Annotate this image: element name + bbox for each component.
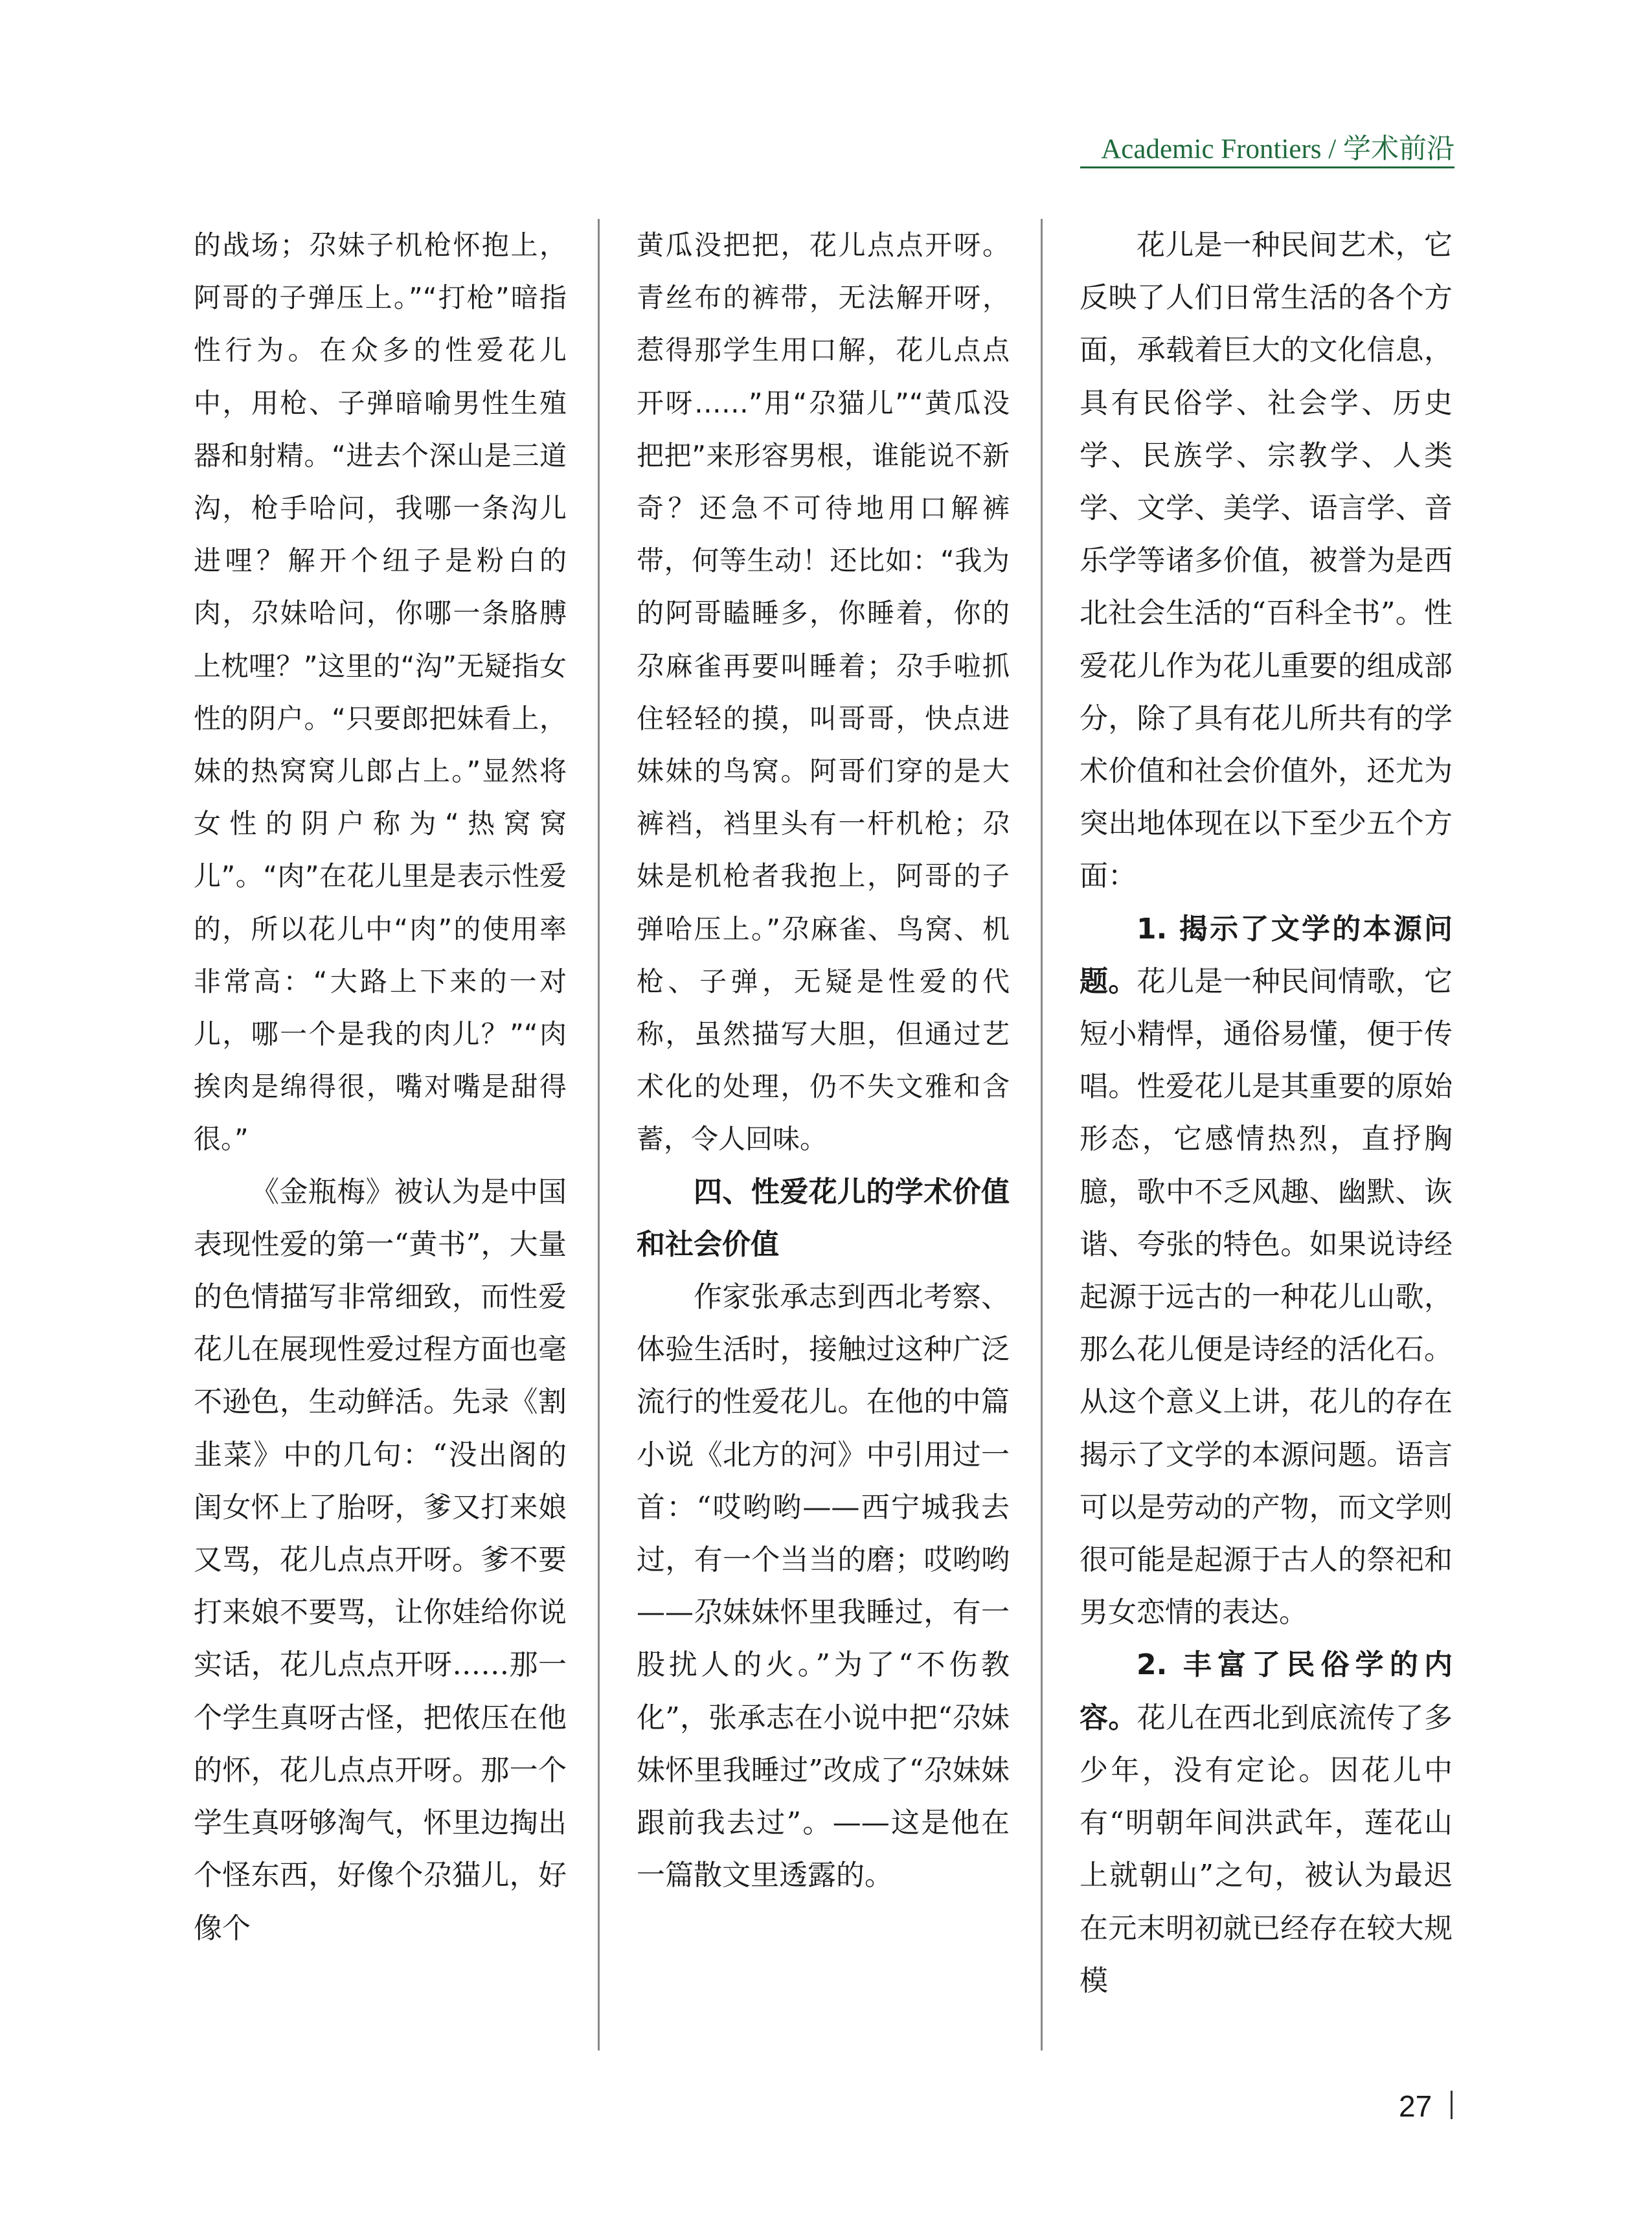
- paragraph: 花儿是一种民间艺术，它反映了人们日常生活的各个方面，承载着巨大的文化信息，具有民俗学、社会学、历史学、民族学、宗教学、人类学、文学、美学、语言学、音乐学等诸多价值，被誉为是西北社会生活的“百科全书”。性爱花儿作为花儿重要的组成部分，除了具有花儿所共有的学术价值和社会价值外，还尤为突出地体现在以下至少五个方面：: [1080, 229, 1453, 893]
- header-rule: [1080, 166, 1454, 168]
- column-divider: [598, 219, 600, 2050]
- section-heading: 四、性爱花儿的学术价值和社会价值: [637, 1175, 1010, 1261]
- column-2: [637, 219, 1010, 2050]
- column-1: [194, 219, 567, 2050]
- paragraph-text: 花儿在西北到底流传了多少年，没有定论。因花儿中有“明朝年间洪武年，莲花山上就朝山”之句，被认为最迟在元末明初就已经存在较大规模: [1080, 1701, 1453, 1997]
- paragraph-text: 花儿是一种民间情歌，它短小精悍，通俗易懂，便于传唱。性爱花儿是其重要的原始形态，它感情热烈，直抒胸臆，歌中不乏风趣、幽默、诙谐、夸张的特色。如果说诗经起源于远古的一种花儿山歌，那么花儿便是诗经的活化石。从这个意义上讲，花儿的存在揭示了文学的本源问题。语言可以是劳动的产物，而文学则很可能是起源于古人的祭祀和男女恋情的表达。: [1080, 964, 1453, 1630]
- paragraph: 《金瓶梅》被认为是中国表现性爱的第一“黄书”，大量的色情描写非常细致，而性爱花儿在展现性爱过程方面也毫不逊色，生动鲜活。先录《割韭菜》中的几句：“没出阁的闺女怀上了胎呀，爹又打来娘又骂，花儿点点开呀。爹不要打来娘不要骂，让你娃给你说实话，花儿点点开呀……那一个学生真呀古怪，把侬压在他的怀，花儿点点开呀。那一个学生真呀够淘气，怀里边掏出个怪东西，好像个尕猫儿，好像个: [194, 1175, 567, 1945]
- footer-rule: [1451, 2091, 1453, 2119]
- column-divider: [1041, 219, 1043, 2050]
- paragraph: 的战场；尕妹子机枪怀抱上，阿哥的子弹压上。”“打枪”暗指性行为。在众多的性爱花儿中，用枪、子弹暗喻男性生殖器和射精。“进去个深山是三道沟，枪手哈问，我哪一条沟儿进哩？解开个纽子是粉白的肉，尕妹哈问，你哪一条胳膊上枕哩？”这里的“沟”无疑指女性的阴户。“只要郎把妹看上，妹的热窝窝儿郎占上。”显然将女性的阴户称为“热窝窝儿”。“肉”在花儿里是表示性爱的，所以花儿中“肉”的使用率非常高：“大路上下来的一对儿，哪一个是我的肉儿？”“肉挨肉是绵得很，嘴对嘴是甜得很。”: [194, 229, 567, 1155]
- page-number: 27: [1399, 2089, 1432, 2123]
- subheading: 1. 揭示了文学的本源问题。: [1080, 912, 1453, 998]
- paragraph: [1080, 903, 1453, 1639]
- paragraph: [1080, 1639, 1453, 2006]
- column-3: [1080, 219, 1453, 2050]
- paragraph: 作家张承志到西北考察、体验生活时，接触过这种广泛流行的性爱花儿。在他的中篇小说《北方的河》中引用过一首：“哎哟哟——西宁城我去过，有一个当当的磨；哎哟哟——尕妹妹怀里我睡过，有一股扰人的火。”为了“不伤教化”，张承志在小说中把“尕妹妹怀里我睡过”改成了“尕妹妹跟前我去过”。——这是他在一篇散文里透露的。: [637, 1280, 1010, 1892]
- paragraph: 黄瓜没把把，花儿点点开呀。青丝布的裤带，无法解开呀，惹得那学生用口解，花儿点点开呀……”用“尕猫儿”“黄瓜没把把”来形容男根，谁能说不新奇？还急不可待地用口解裤带，何等生动！还比如：“我为的阿哥瞌睡多，你睡着，你的尕麻雀再要叫睡着；尕手啦抓住轻轻的摸，叫哥哥，快点进妹妹的鸟窝。阿哥们穿的是大裤裆，裆里头有一杆机枪；尕妹是机枪者我抱上，阿哥的子弹哈压上。”尕麻雀、鸟窝、机枪、子弹，无疑是性爱的代称，虽然描写大胆，但通过艺术化的处理，仍不失文雅和含蓄，令人回味。: [637, 229, 1010, 1155]
- running-header: Academic Frontiers / 学术前沿: [1101, 134, 1454, 165]
- subheading: 2. 丰富了民俗学的内容。: [1080, 1648, 1453, 1734]
